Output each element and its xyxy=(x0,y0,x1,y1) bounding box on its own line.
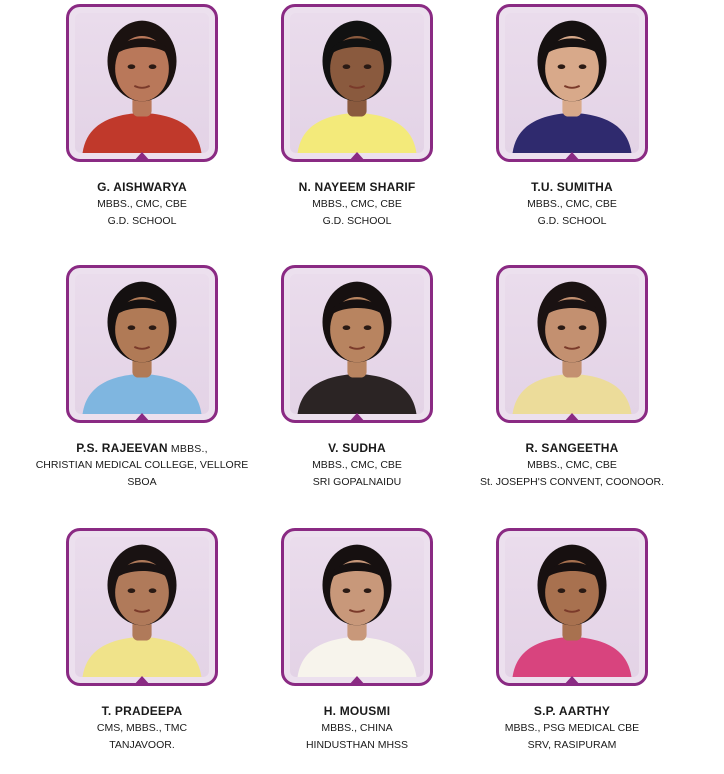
student-name: N. NAYEEM SHARIF xyxy=(298,180,416,194)
pointer-triangle-icon xyxy=(563,413,581,423)
student-course: MBBS., CHINA xyxy=(321,722,393,734)
pointer-triangle-icon xyxy=(348,413,366,423)
portrait-photo xyxy=(75,274,209,414)
student-name: G. AISHWARYA xyxy=(97,180,187,194)
photo-frame xyxy=(66,528,218,686)
portrait-eye xyxy=(558,588,566,593)
student-card xyxy=(464,265,680,491)
portrait-eye xyxy=(149,64,157,69)
portrait-eye xyxy=(579,325,587,330)
student-card xyxy=(34,4,250,230)
student-name: T. PRADEEPA xyxy=(101,704,183,718)
student-card xyxy=(249,4,465,230)
student-course: CHRISTIAN MEDICAL COLLEGE, VELLORE xyxy=(35,459,249,471)
student-school: G.D. SCHOOL xyxy=(322,215,392,227)
portrait-photo xyxy=(290,274,424,414)
student-school: St. JOSEPH'S CONVENT, COONOOR. xyxy=(479,476,665,488)
portrait-eye xyxy=(579,64,587,69)
portrait-eye xyxy=(343,588,351,593)
pointer-triangle-icon xyxy=(348,676,366,686)
portrait-eye xyxy=(128,64,136,69)
student-course: MBBS., CMC, CBE xyxy=(312,459,402,471)
portrait-silhouette xyxy=(290,537,424,677)
portrait-eye xyxy=(128,325,136,330)
portrait-silhouette xyxy=(290,13,424,153)
student-school: G.D. SCHOOL xyxy=(537,215,607,227)
student-card xyxy=(464,528,680,754)
student-name: H. MOUSMI xyxy=(323,704,391,718)
portrait-eye xyxy=(343,325,351,330)
student-card xyxy=(249,528,465,754)
portrait-silhouette xyxy=(290,274,424,414)
student-school: SRI GOPALNAIDU xyxy=(312,476,402,488)
student-name: V. SUDHA xyxy=(328,441,386,455)
portrait-clothing xyxy=(298,374,417,414)
portrait-clothing xyxy=(513,374,632,414)
student-course: MBBS., PSG MEDICAL CBE xyxy=(504,722,640,734)
portrait-clothing xyxy=(83,113,202,153)
student-school: HINDUSTHAN MHSS xyxy=(305,739,409,751)
portrait-photo xyxy=(75,13,209,153)
photo-frame xyxy=(496,528,648,686)
portrait-silhouette xyxy=(505,13,639,153)
portrait-eye xyxy=(149,325,157,330)
photo-frame xyxy=(281,4,433,162)
portrait-eye xyxy=(149,588,157,593)
photo-frame xyxy=(66,265,218,423)
portrait-photo xyxy=(505,13,639,153)
pointer-triangle-icon xyxy=(133,676,151,686)
portrait-eye xyxy=(364,64,372,69)
portrait-eye xyxy=(364,325,372,330)
photo-frame xyxy=(496,4,648,162)
portrait-silhouette xyxy=(75,274,209,414)
student-card xyxy=(34,528,250,754)
pointer-triangle-icon xyxy=(133,413,151,423)
portrait-clothing xyxy=(298,113,417,153)
portrait-silhouette xyxy=(505,274,639,414)
portrait-photo xyxy=(75,537,209,677)
pointer-triangle-icon xyxy=(348,152,366,162)
student-name: R. SANGEETHA xyxy=(525,441,619,455)
pointer-triangle-icon xyxy=(563,152,581,162)
student-school: SBOA xyxy=(127,476,157,488)
photo-frame xyxy=(281,265,433,423)
student-name: T.U. SUMITHA xyxy=(531,180,613,194)
pointer-triangle-icon xyxy=(133,152,151,162)
portrait-eye xyxy=(558,64,566,69)
portrait-photo xyxy=(505,274,639,414)
portrait-clothing xyxy=(83,637,202,677)
student-name: P.S. RAJEEVAN MBBS., xyxy=(76,441,208,455)
portrait-photo xyxy=(505,537,639,677)
student-course: MBBS., CMC, CBE xyxy=(97,198,187,210)
portrait-silhouette xyxy=(505,537,639,677)
student-school: G.D. SCHOOL xyxy=(107,215,177,227)
student-school: TANJAVOOR. xyxy=(109,739,175,751)
portrait-clothing xyxy=(83,374,202,414)
student-school: SRV, RASIPURAM xyxy=(527,739,617,751)
photo-frame xyxy=(66,4,218,162)
portrait-clothing xyxy=(298,637,417,677)
photo-frame xyxy=(281,528,433,686)
portrait-photo xyxy=(290,537,424,677)
student-card xyxy=(249,265,465,491)
portrait-clothing xyxy=(513,113,632,153)
portrait-clothing xyxy=(513,637,632,677)
student-course: CMS, MBBS., TMC xyxy=(96,722,188,734)
portrait-eye xyxy=(128,588,136,593)
pointer-triangle-icon xyxy=(563,676,581,686)
portrait-eye xyxy=(343,64,351,69)
student-course: MBBS., CMC, CBE xyxy=(527,198,617,210)
portrait-silhouette xyxy=(75,13,209,153)
student-card xyxy=(464,4,680,230)
student-course: MBBS., CMC, CBE xyxy=(527,459,617,471)
portrait-photo xyxy=(290,13,424,153)
photo-frame xyxy=(496,265,648,423)
student-course: MBBS., CMC, CBE xyxy=(312,198,402,210)
portrait-eye xyxy=(364,588,372,593)
portrait-eye xyxy=(579,588,587,593)
portrait-eye xyxy=(558,325,566,330)
student-card xyxy=(34,265,250,491)
student-name: S.P. AARTHY xyxy=(533,704,611,718)
portrait-silhouette xyxy=(75,537,209,677)
